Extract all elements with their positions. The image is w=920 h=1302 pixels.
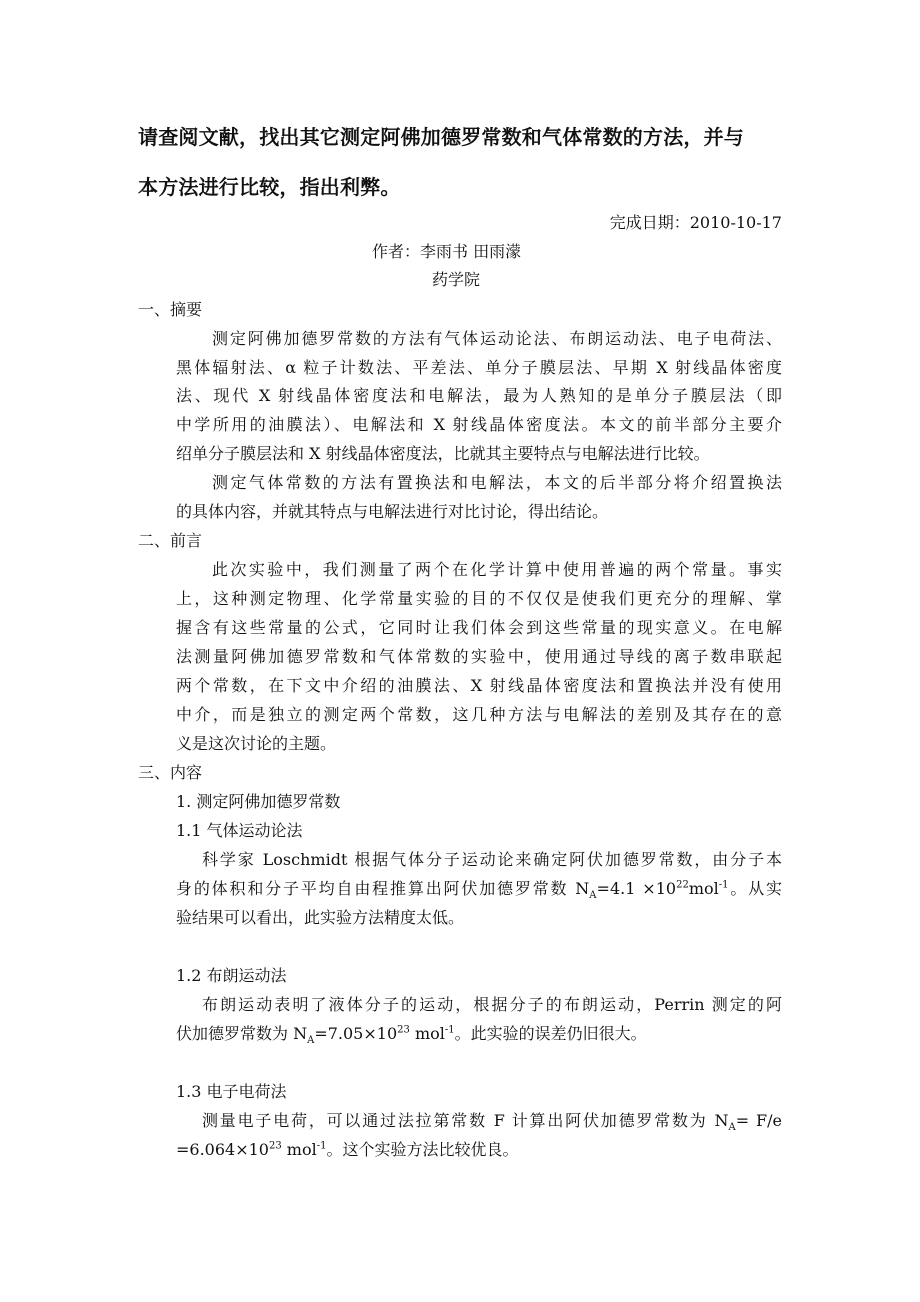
subheading-electron-charge: 1.3 电子电荷法 — [176, 1082, 287, 1101]
affiliation: 药学院 — [432, 270, 481, 289]
authors: 作者：李雨书 田雨濛 — [372, 242, 522, 261]
abstract-p1-line: 中学所用的油膜法）、电解法和 X 射线晶体密度法。本文的前半部分主要介 — [176, 415, 782, 434]
abstract-p1-line: 绍单分子膜层法和 X 射线晶体密度法，比就其主要特点与电解法进行比较。 — [176, 444, 710, 463]
abstract-p2-line: 的具体内容，并就其特点与电解法进行对比讨论，得出结论。 — [176, 502, 609, 521]
section-heading-content: 三、内容 — [138, 763, 203, 782]
preface-line: 此次实验中，我们测量了两个在化学计算中使用普遍的两个常量。事实 — [212, 560, 782, 579]
kinetic-theory-line: 科学家 Loschmidt 根据气体分子运动论来确定阿伏加德罗常数，由分子本 — [202, 850, 782, 869]
preface-line: 握含有这些常量的公式，它同时让我们体会到这些常量的现实意义。在电解 — [176, 618, 782, 637]
kinetic-theory-line: 验结果可以看出，此实验方法精度太低。 — [176, 908, 465, 927]
preface-line: 中介，而是独立的测定两个常数，这几种方法与电解法的差别及其存在的意 — [176, 705, 782, 724]
abstract-p1-line: 测定阿佛加德罗常数的方法有气体运动论法、布朗运动法、电子电荷法、 — [212, 329, 782, 348]
brownian-line: 布朗运动表明了液体分子的运动，根据分子的布朗运动，Perrin 测定的阿 — [202, 995, 782, 1014]
subheading-kinetic-theory: 1.1 气体运动论法 — [176, 821, 303, 840]
completion-date: 完成日期：2010-10-17 — [609, 213, 782, 232]
abstract-p2-line: 测定气体常数的方法有置换法和电解法，本文的后半部分将介绍置换法 — [212, 473, 782, 492]
preface-line: 上，这种测定物理、化学常量实验的目的不仅仅是使我们更充分的理解、掌 — [176, 589, 782, 608]
section-heading-preface: 二、前言 — [138, 531, 203, 550]
preface-line: 法测量阿佛加德罗常数和气体常数的实验中，使用通过导线的离子数串联起 — [176, 647, 782, 666]
preface-line: 义是这次讨论的主题。 — [176, 734, 337, 753]
electron-charge-line-formula: $=6.064\times 10^{23}$ mol$^{-1}$。这个实验方法比较优良。 — [176, 1140, 519, 1159]
electron-charge-line-formula: 测量电子电荷，可以通过法拉第常数 F 计算出阿伏加德罗常数为 $N_A= F/e$ — [202, 1111, 782, 1134]
title-line-1: 请查阅文献，找出其它测定阿佛加德罗常数和气体常数的方法，并与 — [138, 125, 744, 149]
subheading-avogadro: 1. 测定阿佛加德罗常数 — [176, 792, 341, 811]
brownian-line-formula: 伏加德罗常数为 $N_A=7.05\times 10^{23}$ mol$^{-1}$。此实验的误差仍旧很大。 — [176, 1024, 647, 1047]
title-line-2: 本方法进行比较，指出利弊。 — [138, 175, 401, 199]
preface-line: 两个常数，在下文中介绍的油膜法、X 射线晶体密度法和置换法并没有使用 — [176, 676, 782, 695]
kinetic-theory-line-formula: 身的体积和分子平均自由程推算出阿伏加德罗常数 $N_A=4.1 \times 10^{22}mol^{-1}$。从实 — [176, 879, 782, 902]
subheading-brownian: 1.2 布朗运动法 — [176, 966, 287, 985]
abstract-p1-line: 法、现代 X 射线晶体密度法和电解法，最为人熟知的是单分子膜层法（即 — [176, 386, 782, 405]
section-heading-abstract: 一、摘要 — [138, 300, 203, 319]
abstract-p1-line: 黑体辐射法、α 粒子计数法、平差法、单分子膜层法、早期 X 射线晶体密度 — [176, 358, 782, 377]
